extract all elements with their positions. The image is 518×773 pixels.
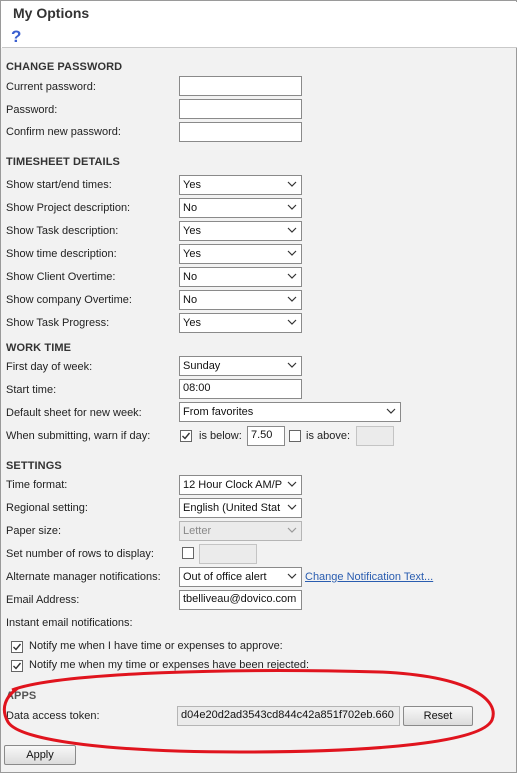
ts-row-4-select[interactable]: [179, 267, 302, 287]
chevron-down-icon: [386, 406, 396, 416]
above-label: is above:: [306, 430, 351, 442]
start-time-label: Start time:: [6, 384, 57, 396]
start-time-input[interactable]: 08:00: [179, 379, 302, 399]
above-checkbox[interactable]: [289, 430, 301, 442]
options-panel: [1, 48, 516, 772]
ts-row-2-label: Show Task description:: [6, 225, 119, 237]
confirm-password-input[interactable]: [179, 122, 302, 142]
rows-checkbox[interactable]: [182, 547, 194, 559]
chevron-down-icon: [287, 271, 297, 281]
change-notification-link[interactable]: Change Notification Text...: [305, 571, 434, 583]
ts-row-0-select[interactable]: [179, 175, 302, 195]
page-title: My Options: [13, 5, 90, 21]
current-password-input[interactable]: [179, 76, 302, 96]
notify-approve-label: Notify me when I have time or expenses to approve:: [29, 640, 283, 652]
checkmark-icon: [12, 661, 22, 671]
chevron-down-icon: [287, 317, 297, 327]
data-token-field[interactable]: d04e20d2ad3543cd844c42a851f702eb.660: [177, 706, 400, 726]
ts-row-6-value: Yes: [183, 317, 201, 329]
data-token-label: Data access token:: [6, 710, 100, 722]
ts-row-5-value: No: [183, 294, 198, 306]
section-work-time: WORK TIME: [6, 342, 72, 354]
section-change-password: CHANGE PASSWORD: [6, 61, 123, 73]
above-input[interactable]: [356, 426, 394, 446]
section-settings: SETTINGS: [6, 460, 62, 472]
ts-row-0-value: Yes: [183, 179, 201, 191]
checkmark-icon: [181, 431, 191, 441]
below-label: is below:: [199, 430, 242, 442]
rows-label: Set number of rows to display:: [6, 548, 154, 560]
first-day-label: First day of week:: [6, 361, 93, 373]
email-input[interactable]: tbelliveau@dovico.com: [179, 590, 302, 610]
ts-row-2-select[interactable]: [179, 221, 302, 241]
ts-row-2-value: Yes: [183, 225, 201, 237]
ts-row-3-label: Show time description:: [6, 248, 117, 260]
rows-input[interactable]: [199, 544, 257, 564]
reset-token-button[interactable]: Reset: [403, 706, 473, 726]
regional-label: Regional setting:: [6, 502, 88, 514]
default-sheet-value: From favorites: [183, 406, 254, 418]
apply-button[interactable]: Apply: [4, 745, 76, 765]
paper-size-value: Letter: [183, 525, 212, 537]
notify-approve-checkbox[interactable]: [11, 641, 23, 653]
first-day-value: Sunday: [183, 360, 221, 372]
help-icon[interactable]: ?: [11, 27, 22, 46]
ts-row-1-select[interactable]: [179, 198, 302, 218]
password-label: Password:: [6, 104, 58, 116]
time-format-label: Time format:: [6, 479, 68, 491]
paper-size-label: Paper size:: [6, 525, 62, 537]
time-format-value: 12 Hour Clock AM/P: [183, 479, 283, 491]
chevron-down-icon: [287, 179, 297, 189]
paper-size-select[interactable]: [179, 521, 302, 541]
ts-row-5-select[interactable]: [179, 290, 302, 310]
section-timesheet-details: TIMESHEET DETAILS: [6, 156, 120, 168]
warn-label: When submitting, warn if day:: [6, 430, 151, 442]
password-input[interactable]: [179, 99, 302, 119]
instant-email-label: Instant email notifications:: [6, 617, 133, 629]
notify-rejected-label: Notify me when my time or expenses have been rejected:: [29, 659, 310, 671]
current-password-label: Current password:: [6, 81, 96, 93]
first-day-select[interactable]: [179, 356, 302, 376]
below-checkbox[interactable]: [180, 430, 192, 442]
ts-row-3-select[interactable]: [179, 244, 302, 264]
default-sheet-label: Default sheet for new week:: [6, 407, 142, 419]
section-apps: APPS: [6, 690, 37, 702]
chevron-down-icon: [287, 502, 297, 512]
checkmark-icon: [12, 642, 22, 652]
alt-manager-label: Alternate manager notifications:: [6, 571, 161, 583]
ts-row-4-label: Show Client Overtime:: [6, 271, 116, 283]
ts-row-4-value: No: [183, 271, 198, 283]
below-input[interactable]: 7.50: [247, 426, 285, 446]
alt-manager-value: Out of office alert: [183, 571, 267, 583]
chevron-down-icon: [287, 202, 297, 212]
email-label: Email Address:: [6, 594, 80, 606]
ts-row-6-label: Show Task Progress:: [6, 317, 110, 329]
ts-row-6-select[interactable]: [179, 313, 302, 333]
chevron-down-icon: [287, 248, 297, 258]
chevron-down-icon: [287, 525, 297, 535]
chevron-down-icon: [287, 479, 297, 489]
ts-row-1-value: No: [183, 202, 198, 214]
ts-row-1-label: Show Project description:: [6, 202, 131, 214]
ts-row-0-label: Show start/end times:: [6, 179, 112, 191]
chevron-down-icon: [287, 225, 297, 235]
chevron-down-icon: [287, 571, 297, 581]
time-format-select[interactable]: [179, 475, 302, 495]
chevron-down-icon: [287, 360, 297, 370]
ts-row-3-value: Yes: [183, 248, 201, 260]
title-bar: [2, 2, 517, 48]
chevron-down-icon: [287, 294, 297, 304]
regional-select[interactable]: [179, 498, 302, 518]
default-sheet-select[interactable]: [179, 402, 401, 422]
notify-rejected-checkbox[interactable]: [11, 660, 23, 672]
confirm-password-label: Confirm new password:: [6, 126, 121, 138]
ts-row-5-label: Show company Overtime:: [6, 294, 132, 306]
regional-value: English (United Stat: [183, 502, 281, 514]
alt-manager-select[interactable]: [179, 567, 302, 587]
